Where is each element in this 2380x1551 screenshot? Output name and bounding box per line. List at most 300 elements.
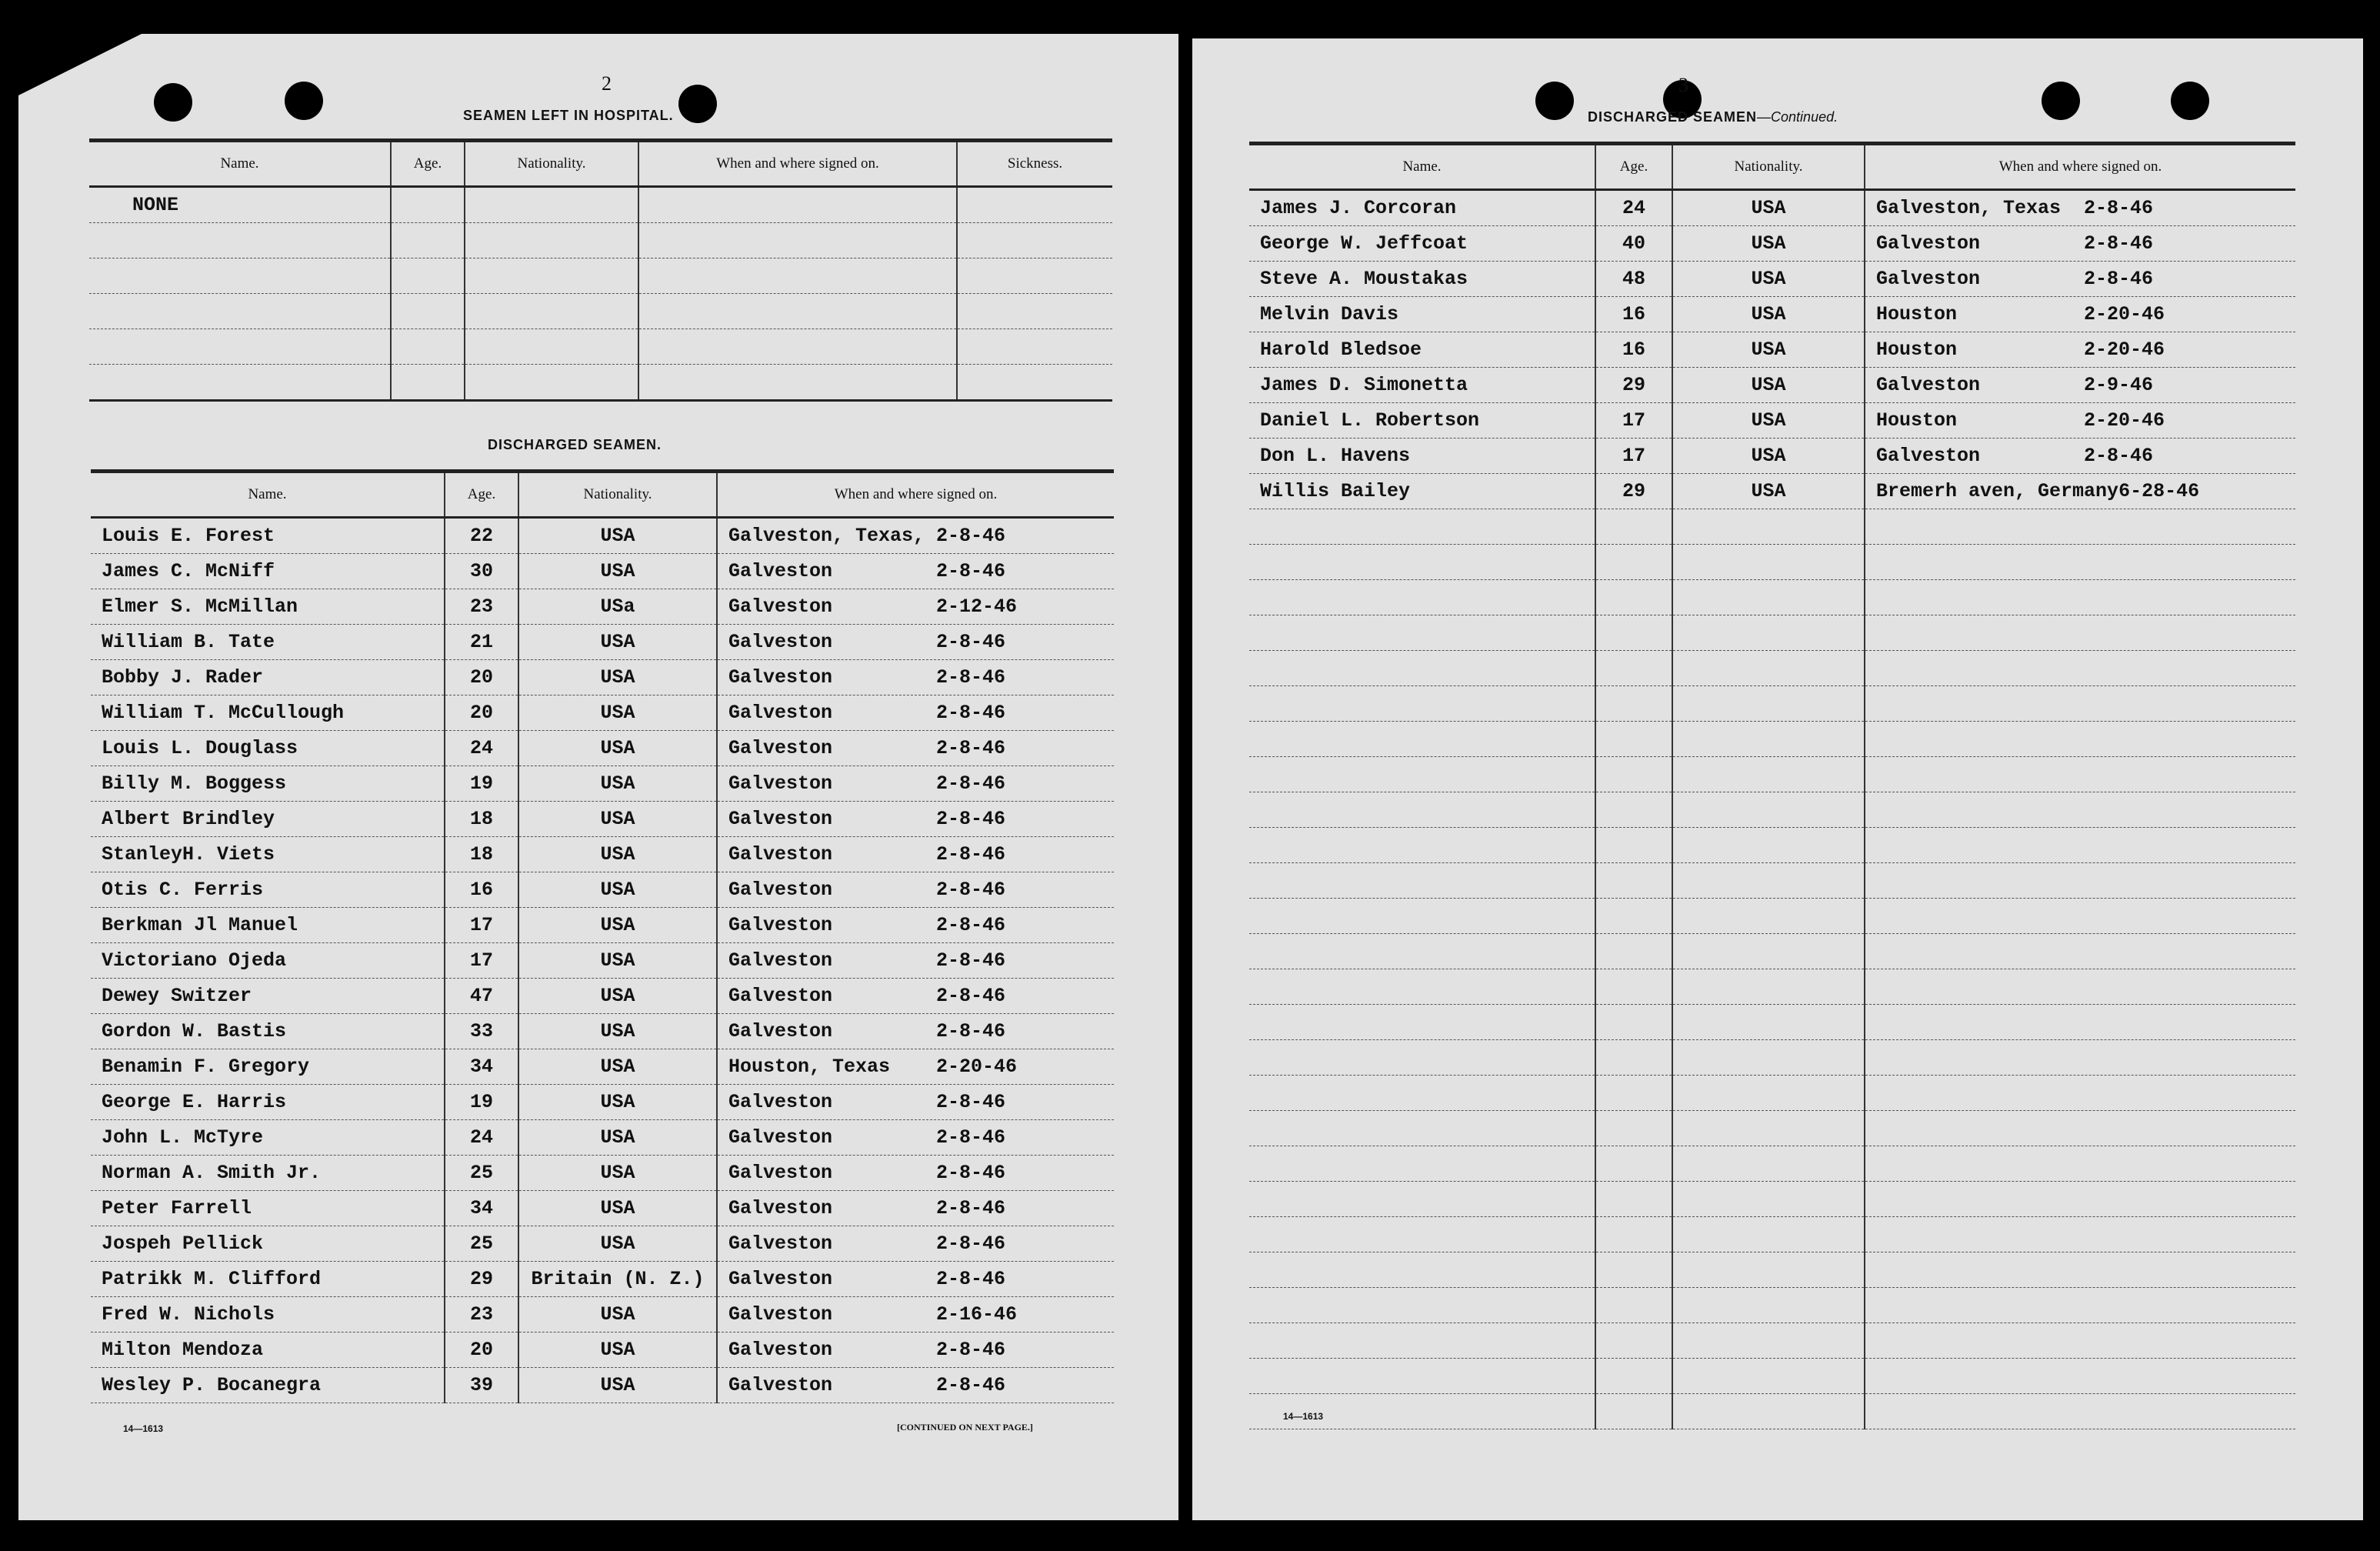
seaman-signed-on [1865,332,2295,368]
left-page [18,34,1178,1520]
seaman-name: Fred W. Nichols [91,1297,445,1333]
signed-on-place: Galveston [728,914,833,936]
seaman-name: James C. McNiff [91,554,445,589]
seaman-nationality: USA [518,1368,717,1403]
seaman-signed-on [717,660,1114,695]
seaman-name: Norman A. Smith Jr. [91,1156,445,1191]
empty-cell [1672,1005,1865,1040]
signed-on-place: Galveston, Texas, [728,525,925,547]
empty-cell [1672,863,1865,899]
seaman-name: John L. McTyre [91,1120,445,1156]
seaman-signed-on [717,1156,1114,1191]
empty-cell [1249,651,1595,686]
empty-cell [1865,545,2295,580]
seaman-age: 34 [445,1049,518,1085]
seaman-signed-on [717,1191,1114,1226]
seaman-name: Victoriano Ojeda [91,943,445,979]
seaman-signed-on [717,872,1114,908]
empty-cell [1672,1252,1865,1288]
punch-hole [2171,82,2209,120]
seaman-age: 17 [1595,403,1672,439]
seaman-signed-on [717,979,1114,1014]
empty-cell [1595,615,1672,651]
empty-cell [1249,545,1595,580]
table-row [91,908,1114,943]
empty-cell [1249,1040,1595,1076]
seaman-name: James D. Simonetta [1249,368,1595,403]
seaman-signed-on [717,1368,1114,1403]
empty-cell [1865,1359,2295,1394]
empty-cell [1249,686,1595,722]
seaman-age: 16 [1595,332,1672,368]
seaman-signed-on [1865,297,2295,332]
seaman-name: George W. Jeffcoat [1249,226,1595,262]
empty-cell [1865,651,2295,686]
table-row [91,979,1114,1014]
table-row [91,518,1114,554]
table-row [1249,792,2295,828]
seaman-name: Elmer S. McMillan [91,589,445,625]
empty-cell [1865,1111,2295,1146]
empty-cell [1249,1217,1595,1252]
table-row [91,695,1114,731]
seaman-nationality: USA [518,837,717,872]
signed-on-place: Galveston [1876,232,1981,255]
seaman-name: Otis C. Ferris [91,872,445,908]
seaman-age: 17 [445,908,518,943]
empty-cell [1672,934,1865,969]
table-row [91,625,1114,660]
seaman-nationality: USA [1672,262,1865,297]
seaman-name: Jospeh Pellick [91,1226,445,1262]
seaman-nationality: USA [518,766,717,802]
signed-on-place: Galveston [728,1268,833,1290]
signed-on-date: 2-8-46 [936,1020,1006,1042]
empty-cell [1595,1182,1672,1217]
empty-cell [1672,1146,1865,1182]
signed-on-place: Galveston [728,737,833,759]
empty-cell [1672,899,1865,934]
empty-cell [1595,969,1672,1005]
empty-cell [1672,580,1865,615]
seaman-age: 19 [445,1085,518,1120]
seaman-nationality: Britain (N. Z.) [518,1262,717,1297]
empty-cell [1249,1111,1595,1146]
empty-cell [1672,1040,1865,1076]
signed-on-date: 2-8-46 [936,1197,1006,1219]
empty-cell [1249,934,1595,969]
header-nationality: Nationality. [518,472,717,518]
table-row [89,294,1112,329]
empty-cell [1865,1323,2295,1359]
empty-cell [1249,1252,1595,1288]
seaman-signed-on [717,1297,1114,1333]
table-row [89,329,1112,365]
discharged-table-continued [1249,142,2295,1429]
table-row [89,187,1112,223]
seaman-nationality: USA [1672,439,1865,474]
empty-cell [1595,651,1672,686]
signed-on-place: Bremerh aven, Germany [1876,480,2119,502]
header-age: Age. [445,472,518,518]
seaman-nationality: USA [518,1156,717,1191]
signed-on-date: 2-8-46 [2084,445,2154,467]
empty-cell [1249,792,1595,828]
seaman-nationality: USA [1672,226,1865,262]
seaman-signed-on [717,1085,1114,1120]
signed-on-date: 2-8-46 [936,1126,1006,1149]
table-row [1249,226,2295,262]
seaman-nationality: USA [518,943,717,979]
seaman-nationality: USA [518,518,717,554]
signed-on-date: 2-8-46 [2084,232,2154,255]
form-number: 14—1613 [1283,1411,1324,1422]
empty-cell [1595,686,1672,722]
table-row [91,1049,1114,1085]
signed-on-date: 2-8-46 [936,702,1006,724]
signed-on-date: 2-8-46 [936,1374,1006,1396]
table-row [91,1262,1114,1297]
seaman-name: Benamin F. Gregory [91,1049,445,1085]
seaman-age: 17 [1595,439,1672,474]
seaman-nationality: USA [1672,297,1865,332]
signed-on-date: 2-8-46 [2084,268,2154,290]
hospital-section-title: SEAMEN LEFT IN HOSPITAL. [463,108,674,123]
signed-on-place: Galveston [728,1126,833,1149]
empty-cell [1595,1076,1672,1111]
table-row [1249,297,2295,332]
empty-cell [1865,1076,2295,1111]
empty-cell [1595,1111,1672,1146]
table-row [91,1297,1114,1333]
empty-cell [1249,1359,1595,1394]
table-row [91,731,1114,766]
table-row [1249,439,2295,474]
seaman-name: Harold Bledsoe [1249,332,1595,368]
empty-cell [1865,1146,2295,1182]
signed-on-place: Galveston [1876,268,1981,290]
seaman-nationality: USA [518,1226,717,1262]
punch-hole [154,83,192,122]
seaman-age: 47 [445,979,518,1014]
seaman-nationality: USA [518,1014,717,1049]
seaman-signed-on [1865,190,2295,226]
empty-cell [1249,509,1595,545]
table-row [91,872,1114,908]
table-row [91,1226,1114,1262]
empty-cell [1249,1005,1595,1040]
seaman-nationality: USA [518,979,717,1014]
seaman-name: Louis E. Forest [91,518,445,554]
seaman-signed-on [1865,262,2295,297]
seaman-name: George E. Harris [91,1085,445,1120]
empty-cell [1595,899,1672,934]
seaman-age: 29 [1595,474,1672,509]
seaman-age: 29 [445,1262,518,1297]
seaman-name: Willis Bailey [1249,474,1595,509]
empty-cell [1595,757,1672,792]
seaman-nationality: USA [518,1333,717,1368]
seaman-name: Melvin Davis [1249,297,1595,332]
table-row [1249,899,2295,934]
signed-on-place: Houston [1876,339,1958,361]
hospital-table [89,138,1112,402]
signed-on-place: Galveston, Texas [1876,197,2062,219]
signed-on-date: 2-8-46 [936,843,1006,866]
signed-on-place: Galveston [728,772,833,795]
empty-cell [1672,722,1865,757]
table-row [1249,403,2295,439]
seaman-age: 20 [445,695,518,731]
signed-on-date: 2-20-46 [2084,303,2165,325]
header-nationality: Nationality. [465,141,638,187]
seaman-nationality: USa [518,589,717,625]
signed-on-date: 2-8-46 [936,772,1006,795]
seaman-age: 17 [445,943,518,979]
seaman-signed-on [717,554,1114,589]
section-title-suffix: —Continued. [1757,109,1838,125]
empty-cell [1865,509,2295,545]
seaman-name: Peter Farrell [91,1191,445,1226]
table-row [89,365,1112,401]
signed-on-date: 2-8-46 [936,560,1006,582]
empty-cell [1865,899,2295,934]
seaman-name: Berkman Jl Manuel [91,908,445,943]
empty-cell [1865,580,2295,615]
empty-cell [1672,1182,1865,1217]
signed-on-place: Galveston [1876,445,1981,467]
seaman-age: 23 [445,589,518,625]
signed-on-place: Galveston [728,1091,833,1113]
table-row [1249,1146,2295,1182]
signed-on-date: 2-8-46 [936,1232,1006,1255]
signed-on-date: 2-8-46 [936,879,1006,901]
empty-cell [1865,792,2295,828]
seaman-signed-on [1865,439,2295,474]
empty-cell [1672,615,1865,651]
table-row [1249,863,2295,899]
empty-cell [1249,757,1595,792]
signed-on-date: 2-8-46 [936,1339,1006,1361]
table-row [1249,368,2295,403]
seaman-name: Daniel L. Robertson [1249,403,1595,439]
empty-cell [1249,863,1595,899]
table-row [1249,1040,2295,1076]
empty-cell [1595,1359,1672,1394]
seaman-nationality: USA [518,1085,717,1120]
signed-on-place: Galveston [728,1232,833,1255]
header-nationality: Nationality. [1672,144,1865,190]
signed-on-place: Galveston [728,595,833,618]
empty-cell [1672,1076,1865,1111]
seaman-age: 30 [445,554,518,589]
seaman-signed-on [717,837,1114,872]
seaman-signed-on [1865,474,2295,509]
table-row [91,1368,1114,1403]
empty-cell [1595,580,1672,615]
signed-on-place: Galveston [728,949,833,972]
table-row [1249,651,2295,686]
seaman-age: 48 [1595,262,1672,297]
table-row [1249,757,2295,792]
empty-cell [1865,757,2295,792]
seaman-signed-on [717,766,1114,802]
table-row [1249,509,2295,545]
seaman-nationality: USA [518,625,717,660]
table-row [1249,615,2295,651]
seaman-signed-on [1865,368,2295,403]
empty-cell [1595,792,1672,828]
seaman-age: 34 [445,1191,518,1226]
signed-on-date: 2-8-46 [936,525,1006,547]
empty-cell [1249,969,1595,1005]
right-page [1192,38,2363,1520]
header-signed-on: When and where signed on. [638,141,957,187]
signed-on-date: 2-8-46 [936,808,1006,830]
continued-note: [CONTINUED ON NEXT PAGE.] [897,1422,1033,1433]
seaman-name: Patrikk M. Clifford [91,1262,445,1297]
empty-cell [1595,863,1672,899]
seaman-nationality: USA [518,1049,717,1085]
seaman-name: James J. Corcoran [1249,190,1595,226]
signed-on-date: 2-8-46 [936,914,1006,936]
table-row [1249,1394,2295,1429]
seaman-nationality: USA [518,1191,717,1226]
signed-on-date: 2-20-46 [936,1056,1018,1078]
seaman-nationality: USA [518,908,717,943]
seaman-age: 16 [1595,297,1672,332]
seaman-age: 16 [445,872,518,908]
seaman-signed-on [717,695,1114,731]
header-name: Name. [91,472,445,518]
signed-on-place: Galveston [728,631,833,653]
seaman-nationality: USA [518,1297,717,1333]
table-row [1249,1111,2295,1146]
empty-cell [1672,757,1865,792]
empty-cell [1595,1217,1672,1252]
seaman-name: Albert Brindley [91,802,445,837]
empty-cell [1865,934,2295,969]
seaman-signed-on [717,1262,1114,1297]
signed-on-date: 6-28-46 [2118,480,2200,502]
seaman-signed-on [717,731,1114,766]
punch-hole [678,85,717,123]
signed-on-place: Galveston [728,702,833,724]
table-row [1249,722,2295,757]
signed-on-date: 2-8-46 [936,1162,1006,1184]
empty-cell [1595,1323,1672,1359]
signed-on-place: Galveston [728,843,833,866]
seaman-name: Billy M. Boggess [91,766,445,802]
seaman-age: 18 [445,837,518,872]
seaman-signed-on [717,1333,1114,1368]
section-title [1588,109,1838,125]
table-row [1249,1359,2295,1394]
signed-on-date: 2-8-46 [936,985,1006,1007]
signed-on-place: Galveston [728,1303,833,1326]
empty-cell [1595,1252,1672,1288]
empty-cell [1865,1394,2295,1429]
header-signed-on: When and where signed on. [717,472,1114,518]
seaman-signed-on [717,1120,1114,1156]
empty-cell [1672,969,1865,1005]
seaman-signed-on [717,802,1114,837]
empty-cell [1595,509,1672,545]
seaman-signed-on [1865,226,2295,262]
table-row [91,766,1114,802]
seaman-age: 39 [445,1368,518,1403]
table-row [1249,1288,2295,1323]
table-row [1249,1182,2295,1217]
seaman-age: 22 [445,518,518,554]
table-row [1249,545,2295,580]
empty-cell [1672,1288,1865,1323]
seaman-name: William B. Tate [91,625,445,660]
seaman-name: William T. McCullough [91,695,445,731]
empty-cell [1595,545,1672,580]
seaman-age: 20 [445,1333,518,1368]
seaman-age: 20 [445,660,518,695]
empty-cell [1672,1359,1865,1394]
signed-on-date: 2-8-46 [936,737,1006,759]
empty-cell [1595,1288,1672,1323]
header-age: Age. [1595,144,1672,190]
empty-cell [1672,1323,1865,1359]
table-row [91,554,1114,589]
seaman-age: 18 [445,802,518,837]
empty-cell [1249,1288,1595,1323]
seaman-name: Don L. Havens [1249,439,1595,474]
hospital-entry: NONE [89,187,391,223]
empty-cell [1672,509,1865,545]
seaman-age: 24 [445,731,518,766]
table-row [1249,1005,2295,1040]
seaman-nationality: USA [518,731,717,766]
signed-on-place: Houston [1876,303,1958,325]
seaman-signed-on [1865,403,2295,439]
empty-cell [1865,969,2295,1005]
table-row [91,1014,1114,1049]
signed-on-place: Galveston [728,1162,833,1184]
empty-cell [1249,1323,1595,1359]
table-row [91,660,1114,695]
seaman-nationality: USA [518,872,717,908]
table-row [91,943,1114,979]
seaman-age: 23 [445,1297,518,1333]
header-name: Name. [89,141,391,187]
empty-cell [1865,1182,2295,1217]
empty-cell [1865,615,2295,651]
seaman-name: Louis L. Douglass [91,731,445,766]
empty-cell [1595,1146,1672,1182]
seaman-age: 24 [1595,190,1672,226]
table-row [1249,580,2295,615]
signed-on-place: Galveston [1876,374,1981,396]
signed-on-place: Houston [1876,409,1958,432]
punch-hole [2042,82,2080,120]
table-row [1249,686,2295,722]
seaman-nationality: USA [1672,403,1865,439]
seaman-age: 40 [1595,226,1672,262]
signed-on-date: 2-8-46 [936,666,1006,689]
table-row [91,1191,1114,1226]
seaman-nationality: USA [518,802,717,837]
table-row [1249,969,2295,1005]
seaman-signed-on [717,518,1114,554]
signed-on-date: 2-8-46 [936,1268,1006,1290]
table-row [1249,934,2295,969]
seaman-name: Milton Mendoza [91,1333,445,1368]
